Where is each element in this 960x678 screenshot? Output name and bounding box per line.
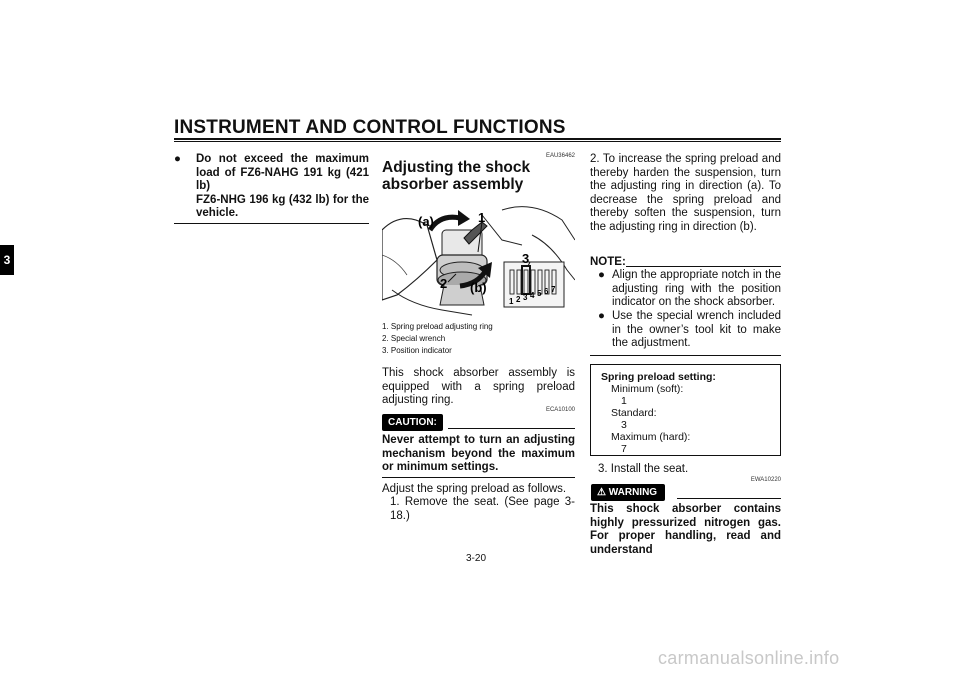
step-2: 2. To increase the spring preload and thereby harden the suspension, turn the adjusting ring in direction (a). To decrease the spring preload and thereby soften the suspension, turn the adjusting ring in direction (b). xyxy=(590,153,781,233)
note-label: NOTE: xyxy=(590,256,626,268)
column1-rule xyxy=(174,223,369,224)
header-rule-thin xyxy=(174,141,781,142)
caption-2: 2. Special wrench xyxy=(382,334,446,343)
load-text-1: Do not exceed the maximum load of FZ6-NAHG 191 kg (421 lb) xyxy=(196,153,369,192)
chapter-tab: 3 xyxy=(0,245,14,275)
scale-label-1: 1 xyxy=(509,297,514,306)
scale-label-7: 7 xyxy=(551,285,556,294)
spring-preload-setting-box xyxy=(590,364,781,456)
figure-label-3: 3 xyxy=(522,251,530,266)
step-3: 3. Install the seat. xyxy=(598,463,689,475)
figure-label-a: (a) xyxy=(418,214,434,229)
setting-std-label: Standard: xyxy=(611,407,657,419)
step-1: 1. Remove the seat. (See page 3-18.) xyxy=(390,496,575,522)
page-number: 3-20 xyxy=(466,553,487,564)
caption-1: 1. Spring preload adjusting ring xyxy=(382,322,493,331)
shock-absorber-figure xyxy=(382,200,575,320)
scale-label-3: 3 xyxy=(523,293,528,302)
setting-max-label: Maximum (hard): xyxy=(611,431,691,443)
scale-label-5: 5 xyxy=(537,289,542,298)
warning-rule xyxy=(677,498,781,499)
section-code: EAU36462 xyxy=(545,153,575,159)
load-warning-bullet xyxy=(174,153,369,221)
warning-code: EWA10220 xyxy=(750,477,781,483)
caption-3: 3. Position indicator xyxy=(382,346,452,355)
scale-label-4: 4 xyxy=(530,291,535,300)
caution-rule xyxy=(448,428,575,429)
note-item-1: Align the appropriate notch in the adjusting ring with the position indicator on the shock absorber. xyxy=(612,269,781,308)
figure-label-2: 2 xyxy=(440,276,448,291)
note-bottom-rule xyxy=(590,355,781,356)
scale-label-6: 6 xyxy=(544,287,549,296)
note-bullet-icon-2: ● xyxy=(598,310,605,322)
warning-text: This shock absorber contains highly pressurized nitrogen gas. For proper handling, read and understand xyxy=(590,503,781,556)
page-header-title: INSTRUMENT AND CONTROL FUNCTIONS xyxy=(174,117,566,138)
figure-label-1: 1 xyxy=(478,210,486,225)
caution-code: ECA10100 xyxy=(545,407,575,413)
bullet-icon: ● xyxy=(174,153,181,165)
setting-title: Spring preload setting: xyxy=(601,371,716,383)
section-title: Adjusting the shock absorber assembly xyxy=(382,159,531,193)
setting-min-label: Minimum (soft): xyxy=(611,383,684,395)
setting-max-value: 7 xyxy=(621,443,627,455)
warning-badge xyxy=(591,484,665,501)
warning-label: WARNING xyxy=(608,487,658,498)
note-item-2: Use the special wrench included in the owner’s tool kit to make the adjustment. xyxy=(612,310,781,349)
caution-text: Never attempt to turn an adjusting mechanism beyond the maximum or minimum settings. xyxy=(382,434,575,473)
warning-triangle-icon: ⚠ xyxy=(597,487,606,498)
note-bullet-icon-1: ● xyxy=(598,269,605,281)
note-rule xyxy=(626,266,781,267)
caution-bottom-rule xyxy=(382,477,575,478)
setting-min-value: 1 xyxy=(621,395,627,407)
caution-badge: CAUTION: xyxy=(382,414,443,431)
scale-label-2: 2 xyxy=(516,295,521,304)
load-text-2: FZ6-NHG 196 kg (432 lb) for the vehicle. xyxy=(196,193,369,219)
figure-captions xyxy=(382,321,493,357)
watermark: carmanualsonline.info xyxy=(658,648,840,668)
header-rule xyxy=(174,138,781,140)
intro-paragraph: This shock absorber assembly is equipped with a spring preload adjusting ring. xyxy=(382,367,575,406)
setting-std-value: 3 xyxy=(621,419,627,431)
adjust-intro: Adjust the spring preload as follows. xyxy=(382,483,567,495)
figure-label-b: (b) xyxy=(470,280,487,295)
